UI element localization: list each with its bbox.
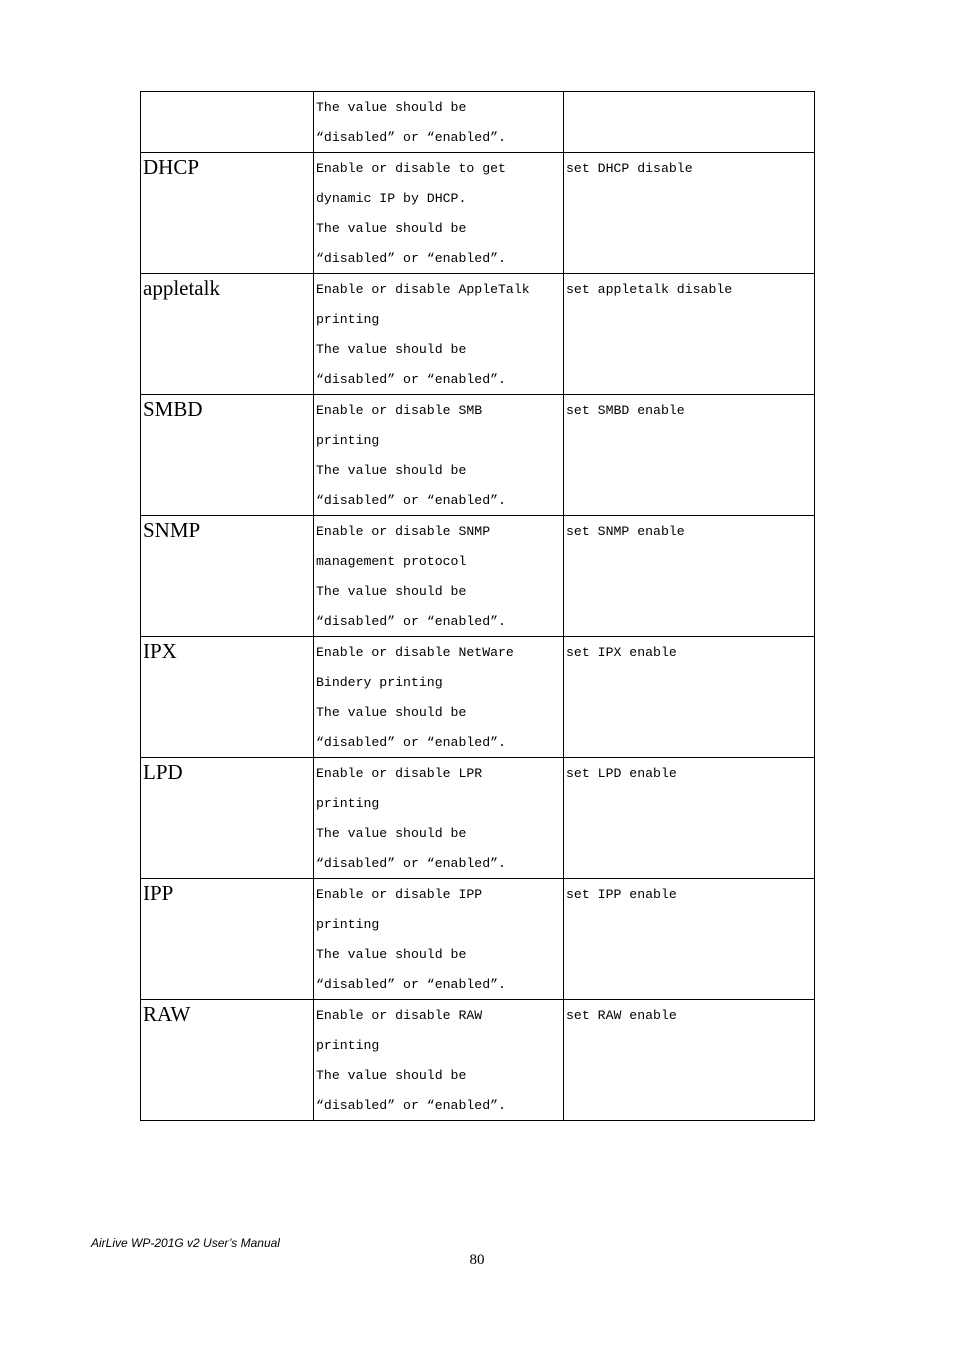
description-line: printing xyxy=(316,312,380,327)
example-command: set IPX enable xyxy=(566,645,677,660)
description-line: Enable or disable SNMP xyxy=(316,524,491,539)
description-line: The value should be xyxy=(316,947,467,962)
setting-name-cell: SNMP xyxy=(141,516,314,637)
description-line: “disabled” or “enabled”. xyxy=(316,372,506,387)
description-line: “disabled” or “enabled”. xyxy=(316,614,506,629)
description-line: Enable or disable AppleTalk xyxy=(316,282,530,297)
description-line: printing xyxy=(316,433,380,448)
page-number: 80 xyxy=(469,1252,485,1268)
setting-description-cell xyxy=(314,92,564,153)
description-line: “disabled” or “enabled”. xyxy=(316,493,506,508)
description-line: printing xyxy=(316,917,380,932)
example-command: set DHCP disable xyxy=(566,161,693,176)
setting-name-cell: DHCP xyxy=(141,153,314,274)
description-line: management protocol xyxy=(316,554,467,569)
example-command: set RAW enable xyxy=(566,1008,677,1023)
table-row xyxy=(141,92,815,153)
setting-description-cell xyxy=(314,1000,564,1121)
description-line: Enable or disable IPP xyxy=(316,887,483,902)
setting-example-cell xyxy=(564,637,815,758)
table-row xyxy=(141,758,815,879)
description-line: The value should be xyxy=(316,342,467,357)
settings-table xyxy=(140,91,815,1121)
manual-title: AirLive WP-201G v2 User’s Manual xyxy=(91,1236,280,1250)
description-line: Enable or disable to get xyxy=(316,161,506,176)
description-line: The value should be xyxy=(316,463,467,478)
table-row xyxy=(141,395,815,516)
setting-example-cell xyxy=(564,1000,815,1121)
setting-description-cell xyxy=(314,879,564,1000)
setting-name-cell: IPP xyxy=(141,879,314,1000)
description-line: dynamic IP by DHCP. xyxy=(316,191,467,206)
setting-example-cell xyxy=(564,274,815,395)
example-command: set SMBD enable xyxy=(566,403,685,418)
table-row xyxy=(141,879,815,1000)
setting-description-cell xyxy=(314,274,564,395)
example-command: set appletalk disable xyxy=(566,282,733,297)
description-line: “disabled” or “enabled”. xyxy=(316,977,506,992)
example-command: set SNMP enable xyxy=(566,524,685,539)
setting-description-cell xyxy=(314,153,564,274)
description-line: printing xyxy=(316,796,380,811)
setting-name-cell: SMBD xyxy=(141,395,314,516)
description-line: Bindery printing xyxy=(316,675,443,690)
description-line: Enable or disable SMB xyxy=(316,403,483,418)
setting-name-cell: appletalk xyxy=(141,274,314,395)
table-row xyxy=(141,516,815,637)
setting-example-cell xyxy=(564,395,815,516)
description-line: The value should be xyxy=(316,100,467,115)
setting-example-cell xyxy=(564,516,815,637)
example-command: set IPP enable xyxy=(566,887,677,902)
example-command: set LPD enable xyxy=(566,766,677,781)
setting-description-cell xyxy=(314,516,564,637)
description-line: “disabled” or “enabled”. xyxy=(316,735,506,750)
example-command xyxy=(564,92,814,93)
description-line: The value should be xyxy=(316,221,467,236)
description-line: “disabled” or “enabled”. xyxy=(316,856,506,871)
setting-description-cell xyxy=(314,395,564,516)
description-line: “disabled” or “enabled”. xyxy=(316,130,506,145)
settings-table-body xyxy=(141,92,815,1121)
description-line: The value should be xyxy=(316,826,467,841)
description-line: printing xyxy=(316,1038,380,1053)
description-line: The value should be xyxy=(316,705,467,720)
setting-example-cell xyxy=(564,758,815,879)
description-line: Enable or disable NetWare xyxy=(316,645,514,660)
description-line: “disabled” or “enabled”. xyxy=(316,251,506,266)
setting-name-cell xyxy=(141,92,314,153)
setting-example-cell xyxy=(564,92,815,153)
setting-name-cell: RAW xyxy=(141,1000,314,1121)
description-line: The value should be xyxy=(316,1068,467,1083)
setting-example-cell xyxy=(564,879,815,1000)
setting-name-cell: LPD xyxy=(141,758,314,879)
description-line: Enable or disable RAW xyxy=(316,1008,483,1023)
table-row xyxy=(141,274,815,395)
table-row xyxy=(141,153,815,274)
description-line: The value should be xyxy=(316,584,467,599)
description-line: “disabled” or “enabled”. xyxy=(316,1098,506,1113)
setting-example-cell xyxy=(564,153,815,274)
table-row xyxy=(141,1000,815,1121)
table-row xyxy=(141,637,815,758)
setting-description-cell xyxy=(314,758,564,879)
setting-description-cell xyxy=(314,637,564,758)
description-line: Enable or disable LPR xyxy=(316,766,483,781)
setting-name-cell: IPX xyxy=(141,637,314,758)
